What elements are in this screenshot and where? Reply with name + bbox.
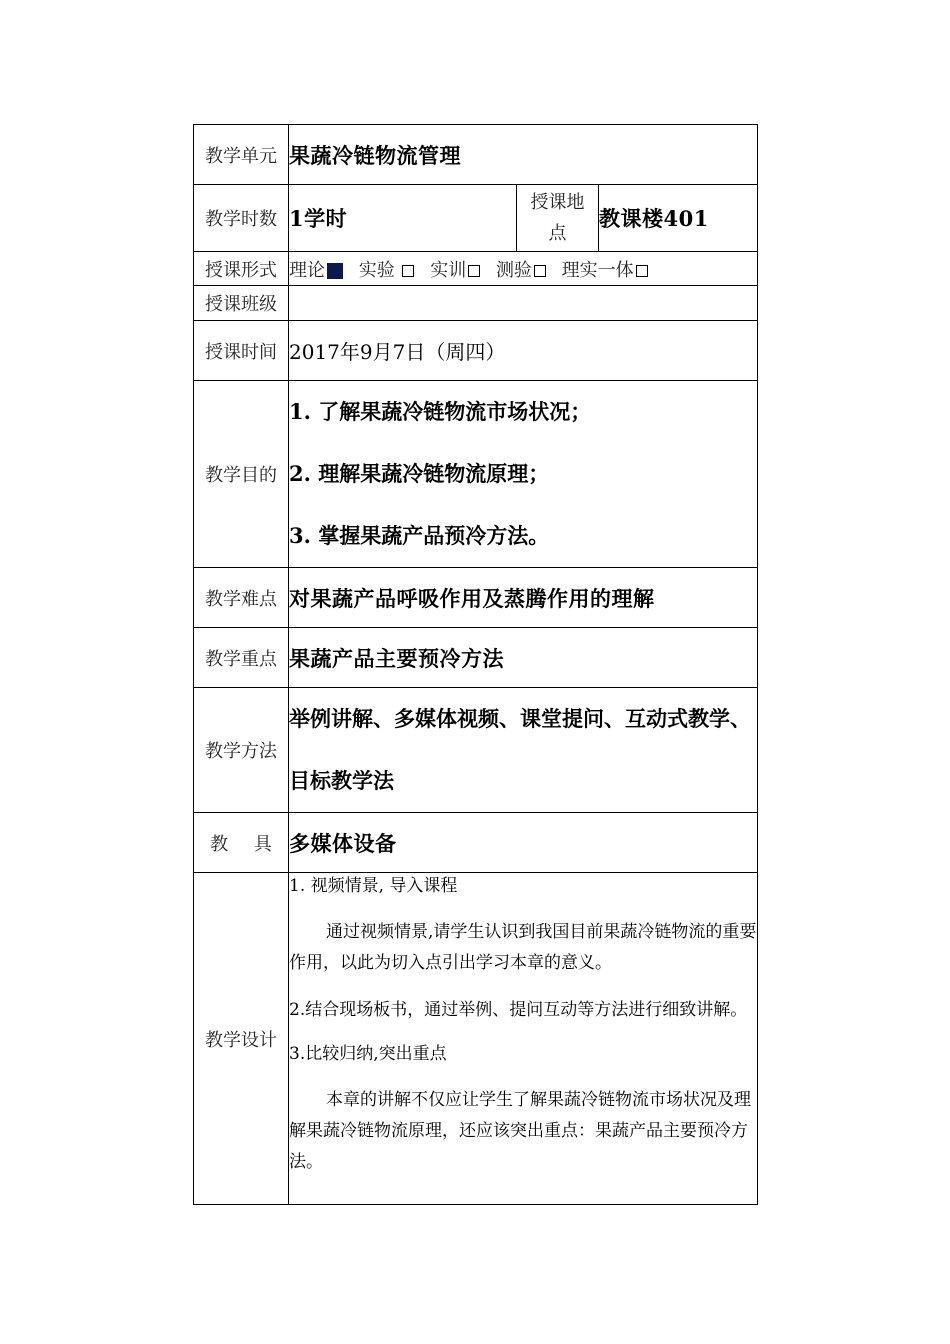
goal-item: 3. 掌握果蔬产品预冷方法。: [289, 523, 550, 548]
format-label: 授课形式: [194, 252, 289, 286]
format-option-training-label: 实训: [430, 259, 467, 281]
format-option-test-label: 测验: [495, 259, 532, 281]
row-key-point: [194, 628, 758, 688]
method-label: 教学方法: [194, 688, 289, 813]
time-label: 授课时间: [194, 321, 289, 381]
design-step-3: 3.比较归纳,突出重点: [289, 1044, 447, 1064]
tools-label-text: 教 具: [210, 833, 282, 855]
hours-value: 1学时: [289, 185, 517, 252]
row-tools: [194, 813, 758, 873]
row-hours: [194, 185, 758, 252]
unit-value: 果蔬冷链物流管理: [289, 125, 758, 185]
row-time: [194, 321, 758, 381]
design-step-2: 2.结合现场板书，通过举例、提问互动等方法进行细致讲解。: [289, 1000, 748, 1020]
design-step-1-text: 通过视频情景,请学生认识到我国目前果蔬冷链物流的重要作用，以此为切入点引出学习本章的意义。: [289, 922, 757, 973]
row-unit: [194, 125, 758, 185]
checkbox-empty-icon[interactable]: [534, 265, 546, 277]
method-value: 举例讲解、多媒体视频、课堂提问、互动式教学、目标教学法: [289, 706, 751, 793]
key-point-label: 教学重点: [194, 628, 289, 688]
design-content: [289, 873, 758, 1205]
format-option-test[interactable]: [496, 260, 546, 281]
tools-label: [194, 813, 289, 873]
checkbox-empty-icon[interactable]: [402, 265, 414, 277]
format-option-integrated[interactable]: [562, 260, 648, 281]
row-class: [194, 286, 758, 321]
row-design: [194, 873, 758, 1205]
format-option-theory-label: 理论: [289, 259, 325, 281]
goals-list: [289, 381, 758, 568]
class-value: [289, 286, 758, 321]
format-option-experiment-label: 实验: [358, 259, 395, 281]
format-option-integrated-label: 理实一体: [561, 259, 634, 281]
format-option-experiment[interactable]: [359, 260, 415, 281]
checkbox-empty-icon[interactable]: [468, 265, 480, 277]
tools-value: 多媒体设备: [289, 813, 758, 873]
goals-label: 教学目的: [194, 381, 289, 568]
hours-label: 教学时数: [194, 185, 289, 252]
design-label: 教学设计: [194, 873, 289, 1205]
method-value-cell: [289, 688, 758, 813]
format-option-theory[interactable]: [289, 260, 343, 281]
difficulty-label: 教学难点: [194, 568, 289, 628]
row-format: [194, 252, 758, 286]
time-value: 2017年9月7日（周四）: [289, 321, 758, 381]
format-options: [289, 252, 758, 286]
goal-item: 1. 了解果蔬冷链物流市场状况；: [289, 399, 592, 424]
goal-item: 2. 理解果蔬冷链物流原理；: [289, 461, 550, 486]
row-method: [194, 688, 758, 813]
location-value: 教课楼401: [599, 185, 758, 252]
location-label: 授课地点: [530, 192, 585, 244]
key-point-value: 果蔬产品主要预冷方法: [289, 628, 758, 688]
design-step-3-text: 本章的讲解不仅应让学生了解果蔬冷链物流市场状况及理解果蔬冷链物流原理，还应该突出重点：果蔬产品主要预冷方法。: [289, 1090, 751, 1172]
location-label-cell: [517, 185, 599, 252]
format-option-training[interactable]: [430, 260, 480, 281]
checkbox-empty-icon[interactable]: [636, 265, 648, 277]
class-label: 授课班级: [194, 286, 289, 321]
row-goals: [194, 381, 758, 568]
row-difficulty: [194, 568, 758, 628]
checkbox-checked-icon[interactable]: [327, 263, 343, 279]
design-step-1: 1. 视频情景, 导入课程: [289, 876, 458, 896]
difficulty-value: 对果蔬产品呼吸作用及蒸腾作用的理解: [289, 568, 758, 628]
unit-label: 教学单元: [194, 125, 289, 185]
lesson-plan-table: [193, 124, 758, 1205]
